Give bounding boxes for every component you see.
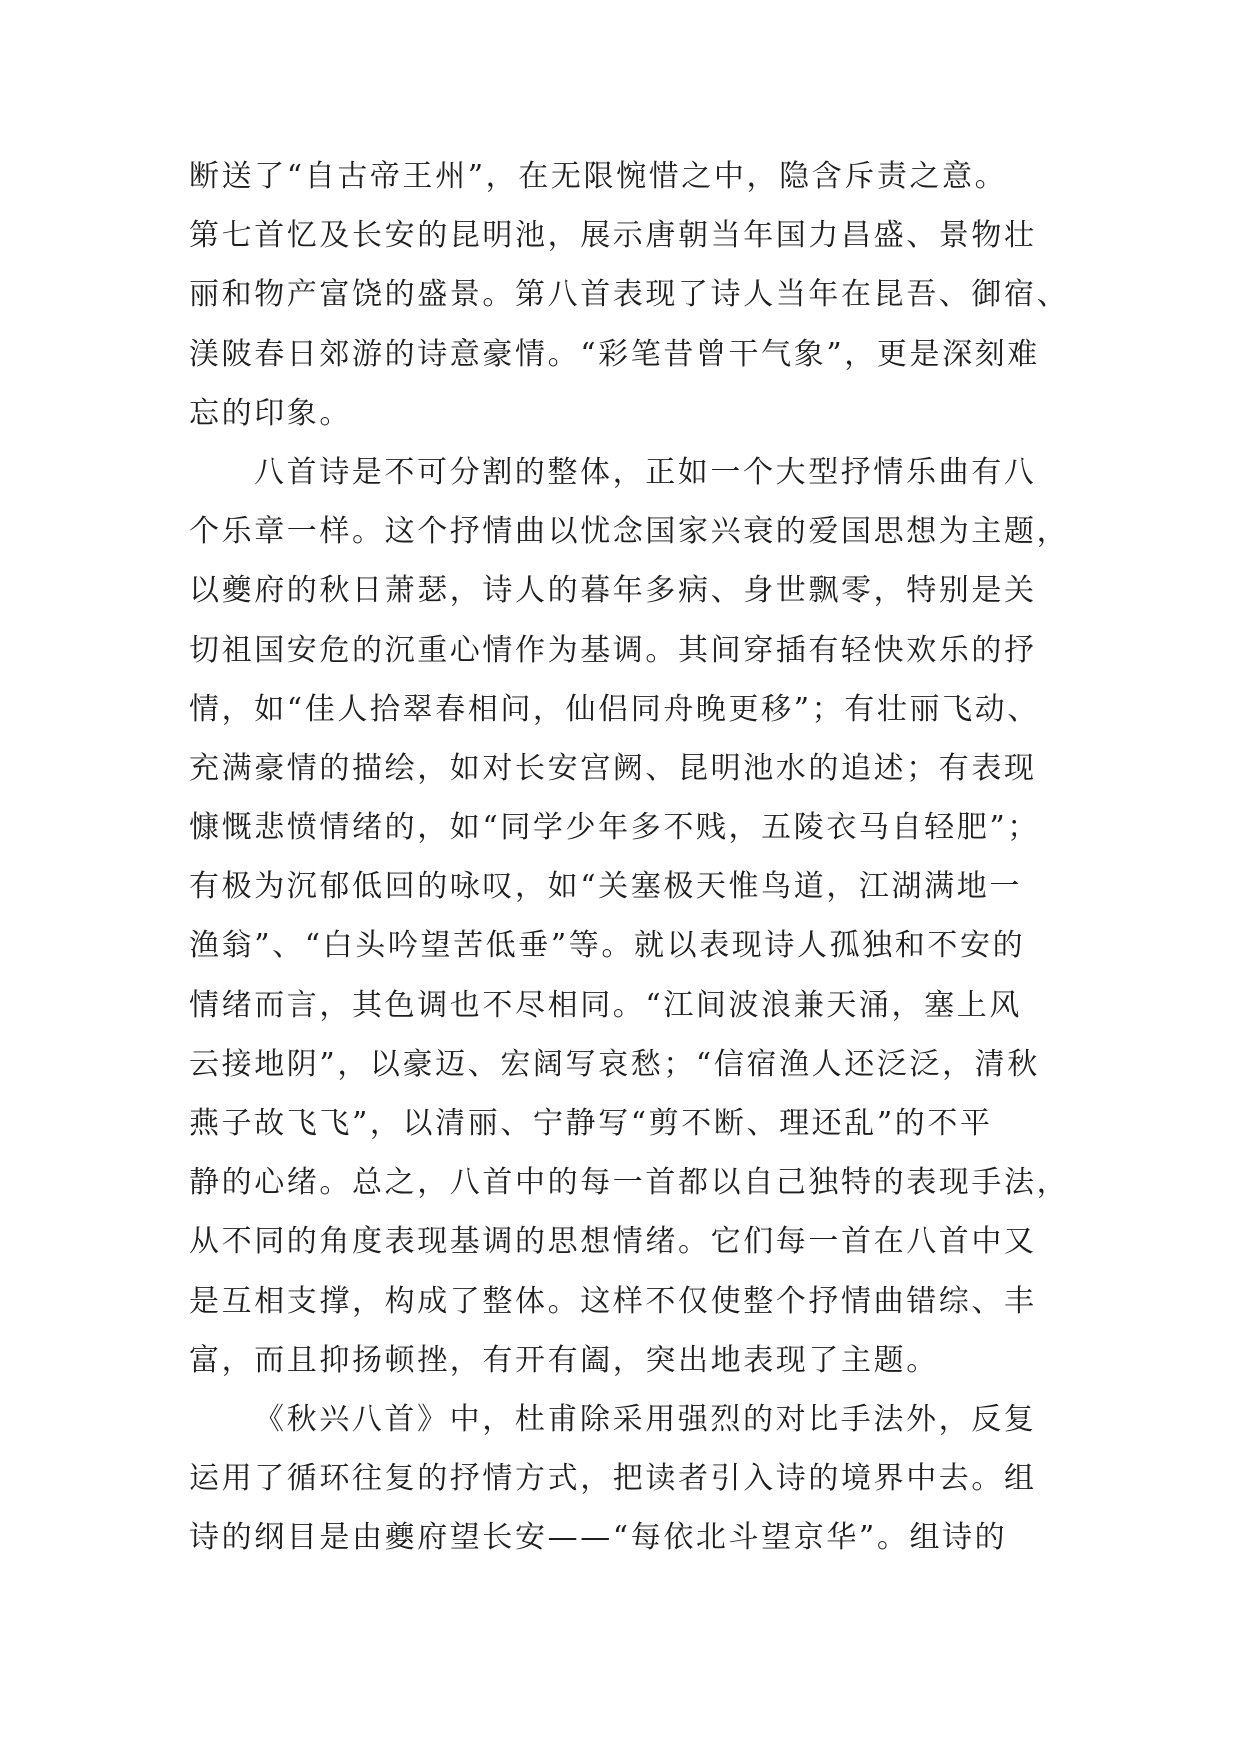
text-line: 诗的纲目是由夔府望长安——“每依北斗望京华”。组诗的 (189, 1520, 1008, 1556)
text-line: 断送了“自古帝王州”，在无限惋惜之中，隐含斥责之意。 (189, 159, 1008, 194)
text-line: 以夔府的秋日萧瑟，诗人的暮年多病、身世飘零，特别是关 (189, 573, 1037, 609)
text-line: 云接地阴”，以豪迈、宏阔写哀愁；“信宿渔人还泛泛，清秋 (189, 1046, 1040, 1082)
text-line: 运用了循环往复的抒情方式，把读者引入诗的境界中去。组 (189, 1461, 1037, 1497)
body-text (189, 147, 1069, 1568)
text-line: 充满豪情的描绘，如对长安宫阙、昆明池水的追述；有表现 (189, 750, 1037, 786)
text-line: 情，如“佳人拾翠春相问，仙侣同舟晚更移”；有壮丽飞动、 (189, 691, 1040, 727)
text-line: 切祖国安危的沉重心情作为基调。其间穿插有轻快欢乐的抒 (189, 632, 1037, 668)
text-line: 第七首忆及长安的昆明池，展示唐朝当年国力昌盛、景物壮 (189, 218, 1037, 254)
paragraph-start-line: 八首诗是不可分割的整体，正如一个大型抒情乐曲有八 (254, 454, 1037, 490)
text-line: 富，而且抑扬顿挫，有开有阖，突出地表现了主题。 (189, 1342, 939, 1378)
text-line: 渼陂春日郊游的诗意豪情。“彩笔昔曾干气象”，更是深刻难 (189, 336, 1040, 372)
text-line: 慷慨悲愤情绪的，如“同学少年多不贱，五陵衣马自轻肥”； (189, 810, 1040, 846)
text-line: 是互相支撑，构成了整体。这样不仅使整个抒情曲错综、丰 (189, 1283, 1037, 1319)
text-line: 有极为沉郁低回的咏叹，如“关塞极天惟鸟道，江湖满地一 (189, 869, 1022, 905)
text-line: 忘的印象。 (189, 395, 352, 431)
text-line: 静的心绪。总之，八首中的每一首都以自己独特的表现手法， (189, 1165, 1070, 1201)
text-line: 丽和物产富饶的盛景。第八首表现了诗人当年在昆吾、御宿、 (189, 277, 1070, 313)
text-line: 情绪而言，其色调也不尽相同。“江间波浪兼天涌，塞上风 (189, 987, 1022, 1023)
text-line: 个乐章一样。这个抒情曲以忧念国家兴衰的爱国思想为主题， (189, 514, 1070, 550)
text-line: 从不同的角度表现基调的思想情绪。它们每一首在八首中又 (189, 1224, 1037, 1260)
text-line: 燕子故飞飞”，以清丽、宁静写“剪不断、理还乱”的不平 (189, 1106, 993, 1141)
text-line: 渔翁”、“白头吟望苦低垂”等。就以表现诗人孤独和不安的 (189, 928, 1026, 964)
paragraph-start-line: 《秋兴八首》中，杜甫除采用强烈的对比手法外，反复 (254, 1401, 1037, 1437)
